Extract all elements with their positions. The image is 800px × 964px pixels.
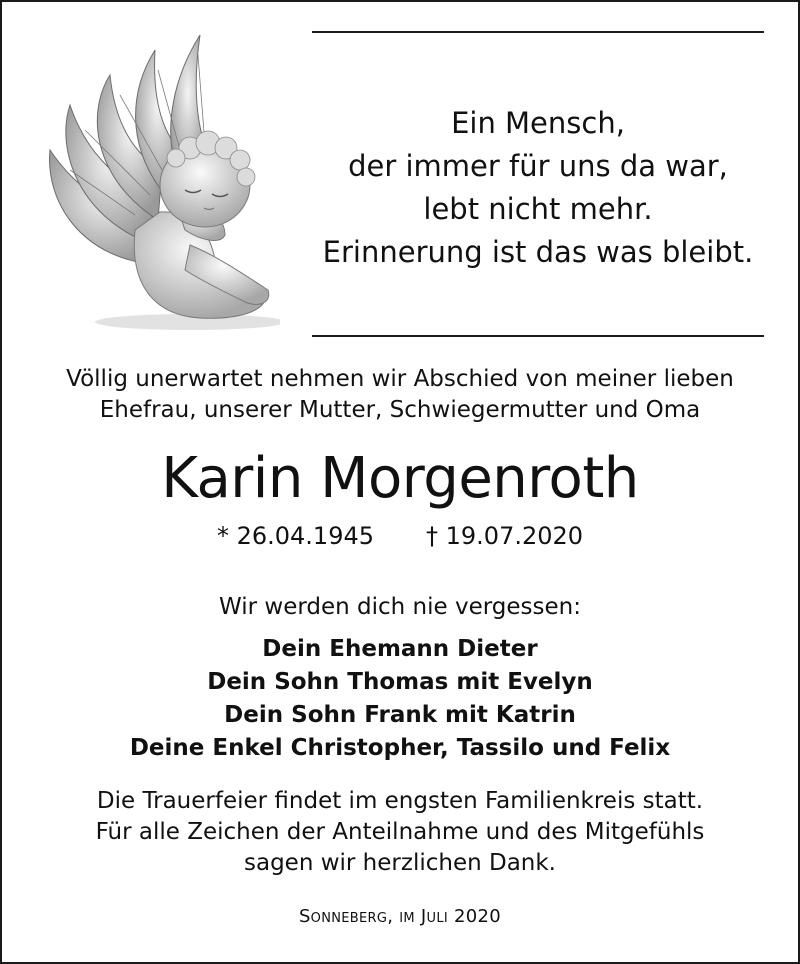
sleeping-angel-figurine-icon [40,30,280,335]
place-and-date: Sonneberg, im Juli 2020 [298,906,502,927]
announcement-intro [0,364,800,426]
family-heading: Wir werden dich nie vergessen: [218,594,581,620]
poem-line: Erinnerung ist das was bleibt. [322,235,754,269]
poem-line: der immer für uns da war, [348,149,728,183]
life-dates [0,519,800,553]
memorial-poem [312,102,764,274]
closing-line: Die Trauerfeier findet im engsten Familienkreis statt. [96,788,704,814]
poem-line: lebt nicht mehr. [423,192,653,226]
family-member: Dein Sohn Frank mit Katrin [224,702,576,728]
intro-line: Ehefrau, unserer Mutter, Schwiegermutter und Oma [99,397,701,423]
closing-text [0,786,800,879]
closing-line: Für alle Zeichen der Anteilnahme und des Mitgefühls [95,819,705,845]
closing-line: sagen wir herzlichen Dank. [244,850,556,876]
top-divider-line [312,31,764,33]
family-members [0,633,800,765]
intro-line: Völlig unerwartet nehmen wir Abschied von meiner lieben [66,366,734,392]
birth-date: * 26.04.1945 [216,522,374,550]
poem-line: Ein Mensch, [451,106,625,140]
family-member: Dein Sohn Thomas mit Evelyn [207,669,593,695]
deceased-name: Karin Morgenroth [161,446,639,511]
family-member: Dein Ehemann Dieter [262,636,538,662]
death-date: † 19.07.2020 [426,522,584,550]
family-member: Deine Enkel Christopher, Tassilo und Felix [129,735,671,761]
bottom-divider-line [312,335,764,337]
